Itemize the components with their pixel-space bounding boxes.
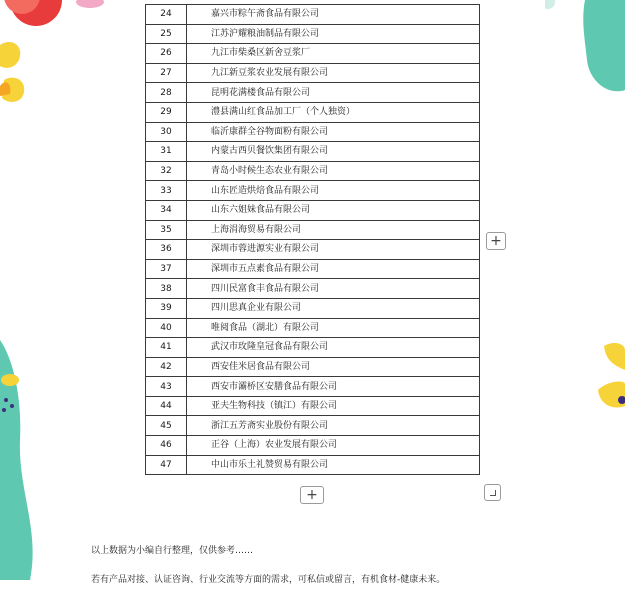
table-row xyxy=(146,102,480,122)
decor-right-middle xyxy=(588,340,625,420)
table-row xyxy=(146,396,480,416)
row-number[interactable]: 30 xyxy=(146,122,187,142)
company-name[interactable]: 浙江五芳斋实业股份有限公司 xyxy=(187,416,480,436)
company-name[interactable]: 西安市灞桥区安膳食品有限公司 xyxy=(187,377,480,397)
table-row xyxy=(146,83,480,103)
row-number[interactable]: 34 xyxy=(146,200,187,220)
company-name[interactable]: 昆明花满楼食品有限公司 xyxy=(187,83,480,103)
table-row xyxy=(146,298,480,318)
row-number[interactable]: 46 xyxy=(146,436,187,456)
company-name[interactable]: 正谷（上海）农业发展有限公司 xyxy=(187,436,480,456)
decor-top-left xyxy=(0,0,110,110)
row-number[interactable]: 32 xyxy=(146,161,187,181)
table-row xyxy=(146,63,480,83)
row-number[interactable]: 39 xyxy=(146,298,187,318)
table-row xyxy=(146,338,480,358)
row-number[interactable]: 27 xyxy=(146,63,187,83)
table-resize-handle[interactable] xyxy=(484,484,501,501)
company-name[interactable]: 九江新豆浆农业发展有限公司 xyxy=(187,63,480,83)
table-row xyxy=(146,5,480,25)
note-disclaimer: 以上数据为小编自行整理，仅供参考…… xyxy=(91,546,254,556)
company-name[interactable]: 内蒙古西贝餐饮集团有限公司 xyxy=(187,142,480,162)
company-name[interactable]: 西安佳米居食品有限公司 xyxy=(187,357,480,377)
table-row xyxy=(146,357,480,377)
row-number[interactable]: 29 xyxy=(146,102,187,122)
table-row xyxy=(146,240,480,260)
row-number[interactable]: 24 xyxy=(146,5,187,25)
table-row xyxy=(146,181,480,201)
company-name[interactable]: 唯阅食品（湖北）有限公司 xyxy=(187,318,480,338)
row-number[interactable]: 45 xyxy=(146,416,187,436)
table-row xyxy=(146,259,480,279)
company-name[interactable]: 临沂康群全谷物面粉有限公司 xyxy=(187,122,480,142)
table-row xyxy=(146,318,480,338)
company-name[interactable]: 山东六姐妹食品有限公司 xyxy=(187,200,480,220)
company-name[interactable]: 澧县满山红食品加工厂（个人独资） xyxy=(187,102,480,122)
company-name[interactable]: 深圳市蓉进源实业有限公司 xyxy=(187,240,480,260)
table-row xyxy=(146,142,480,162)
company-name[interactable]: 深圳市五点素食品有限公司 xyxy=(187,259,480,279)
row-number[interactable]: 38 xyxy=(146,279,187,299)
company-table-body xyxy=(146,5,480,475)
row-number[interactable]: 33 xyxy=(146,181,187,201)
add-row-button[interactable]: + xyxy=(300,486,324,504)
row-number[interactable]: 43 xyxy=(146,377,187,397)
table-row xyxy=(146,455,480,475)
company-name[interactable]: 九江市柴桑区新舍豆浆厂 xyxy=(187,44,480,64)
row-number[interactable]: 37 xyxy=(146,259,187,279)
row-number[interactable]: 31 xyxy=(146,142,187,162)
company-name[interactable]: 中山市乐土礼赞贸易有限公司 xyxy=(187,455,480,475)
company-name[interactable]: 江苏沪耀粮油制品有限公司 xyxy=(187,24,480,44)
table-row xyxy=(146,200,480,220)
row-number[interactable]: 44 xyxy=(146,396,187,416)
row-number[interactable]: 47 xyxy=(146,455,187,475)
company-name[interactable]: 山东匠造烘焙食品有限公司 xyxy=(187,181,480,201)
row-number[interactable]: 36 xyxy=(146,240,187,260)
company-name[interactable]: 四川思真企业有限公司 xyxy=(187,298,480,318)
company-table xyxy=(145,4,480,475)
company-name[interactable]: 亚夫生物科技（镇江）有限公司 xyxy=(187,396,480,416)
decor-left-middle xyxy=(0,340,60,580)
row-number[interactable]: 28 xyxy=(146,83,187,103)
table-row xyxy=(146,436,480,456)
row-number[interactable]: 35 xyxy=(146,220,187,240)
note-contact: 若有产品对接、认证咨询、行业交流等方面的需求，可私信或留言，有机食材-健康未来。 xyxy=(91,575,446,585)
row-number[interactable]: 41 xyxy=(146,338,187,358)
company-name[interactable]: 武汉市玫隆皇冠食品有限公司 xyxy=(187,338,480,358)
table-row xyxy=(146,122,480,142)
company-name[interactable]: 青岛小时候生态农业有限公司 xyxy=(187,161,480,181)
company-name[interactable]: 上海涓海贸易有限公司 xyxy=(187,220,480,240)
table-row xyxy=(146,161,480,181)
table-row xyxy=(146,416,480,436)
decor-top-right xyxy=(545,0,625,110)
table-row xyxy=(146,377,480,397)
table-row xyxy=(146,44,480,64)
row-number[interactable]: 42 xyxy=(146,357,187,377)
row-number[interactable]: 40 xyxy=(146,318,187,338)
table-row xyxy=(146,24,480,44)
table-row xyxy=(146,279,480,299)
company-name[interactable]: 四川民富食丰食品有限公司 xyxy=(187,279,480,299)
company-name[interactable]: 嘉兴市粽午斋食品有限公司 xyxy=(187,5,480,25)
table-row xyxy=(146,220,480,240)
row-number[interactable]: 26 xyxy=(146,44,187,64)
row-number[interactable]: 25 xyxy=(146,24,187,44)
add-column-button[interactable]: + xyxy=(486,232,506,250)
